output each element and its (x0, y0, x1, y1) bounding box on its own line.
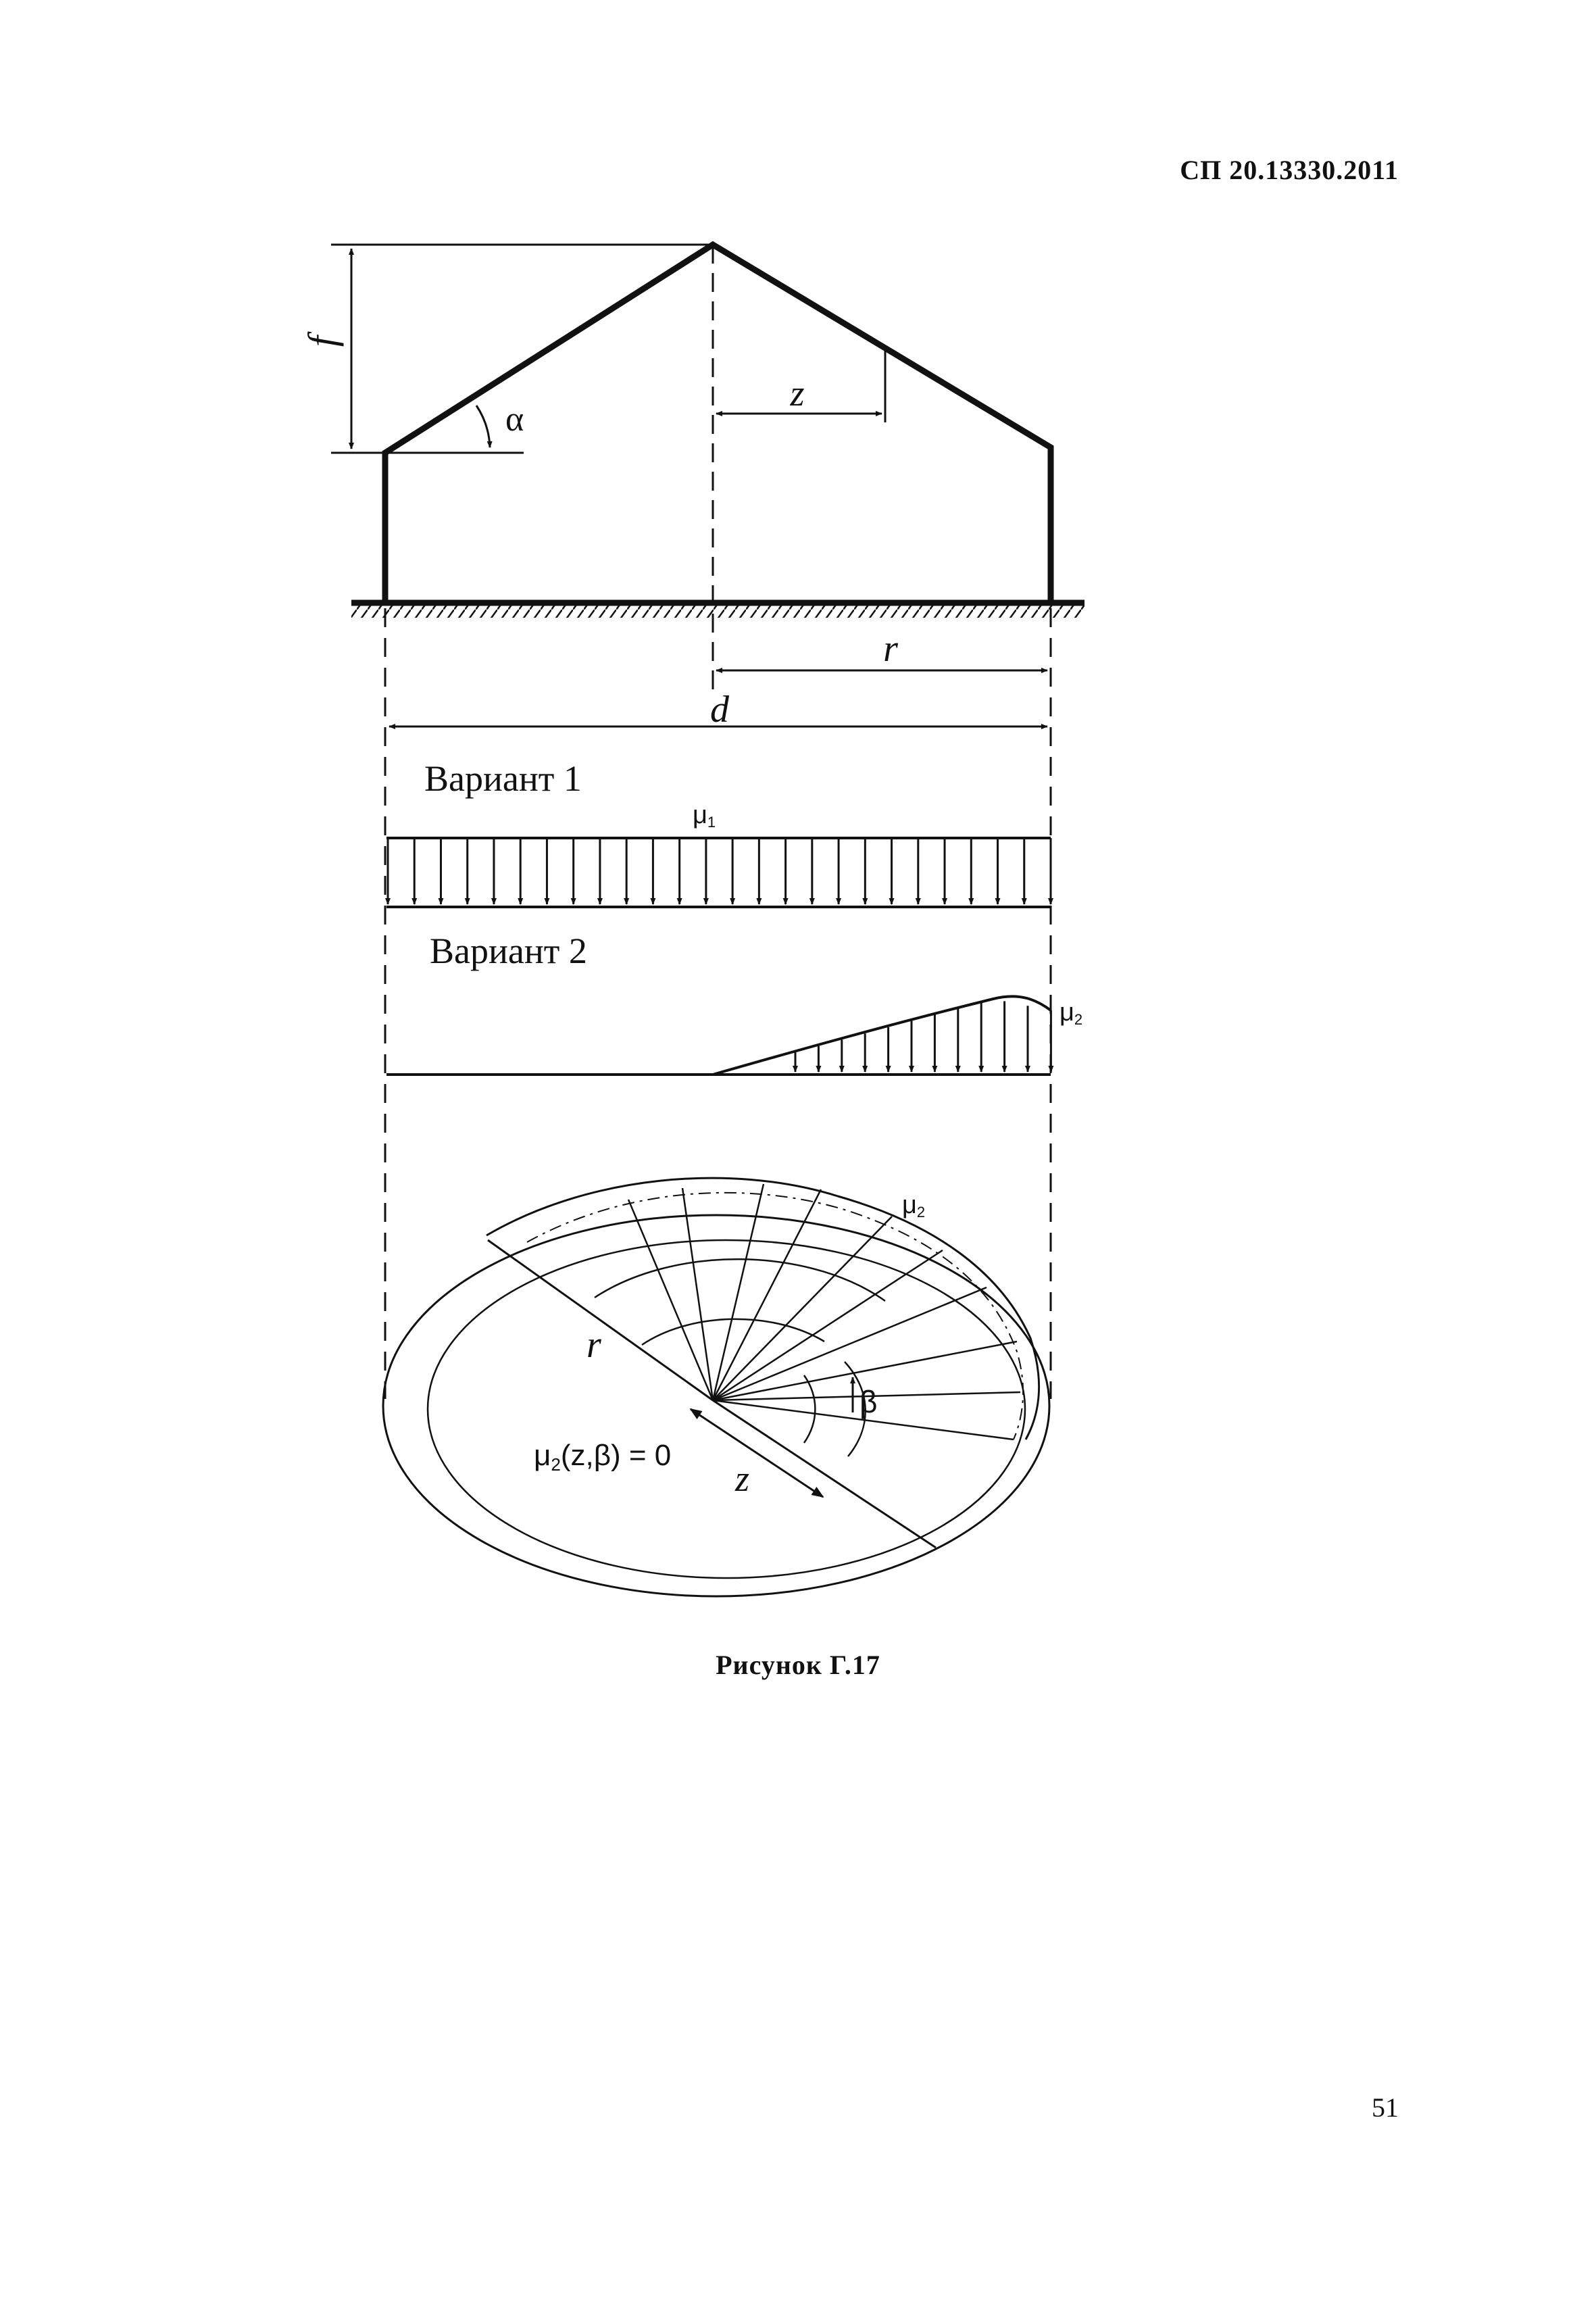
plan-arc-2 (595, 1259, 885, 1301)
building-elevation (300, 245, 1084, 731)
plan-radial-lines (628, 1184, 1020, 1439)
r-label-top: r (883, 628, 898, 670)
variant-2-title: Вариант 2 (430, 931, 587, 971)
variant-2-load (386, 931, 1082, 1075)
figure-caption: Рисунок Г.17 (716, 1650, 880, 1680)
plan-outer-ellipse (383, 1215, 1049, 1596)
alpha-arc (476, 405, 490, 447)
mu2-load-curve (713, 996, 1051, 1075)
alpha-label: α (505, 400, 524, 439)
z-label-plan: z (735, 1458, 750, 1499)
document-code: СП 20.13330.2011 (1180, 155, 1399, 185)
mu1-label: μ1 (693, 801, 716, 831)
mu2-plan-surface-dashed (527, 1193, 1023, 1439)
mu1-load-arrows (388, 838, 1051, 904)
mu2-load-arrows (795, 1001, 1051, 1072)
variant-1-load (386, 758, 1051, 907)
plan-arc-3 (804, 1375, 815, 1443)
d-label: d (710, 689, 729, 731)
plan-arc-1 (642, 1319, 824, 1345)
r-label-plan: r (587, 1324, 601, 1366)
mu2-zero-formula: μ2(z,β) = 0 (534, 1439, 672, 1475)
beta-label: β (859, 1384, 878, 1419)
plan-radial-line (713, 1189, 821, 1400)
plan-view (383, 1178, 1049, 1596)
plan-z-dimension (691, 1409, 823, 1497)
plan-radial-line (713, 1287, 987, 1400)
plan-radial-line (682, 1188, 713, 1400)
z-label-top: z (790, 373, 805, 414)
f-label: f (300, 335, 344, 347)
page-number: 51 (1372, 2092, 1399, 2123)
plan-radial-line (713, 1216, 892, 1400)
mu2-side-label: μ2 (1059, 998, 1083, 1028)
variant-1-title: Вариант 1 (424, 758, 582, 799)
mu2-plan-label: μ2 (902, 1191, 926, 1221)
